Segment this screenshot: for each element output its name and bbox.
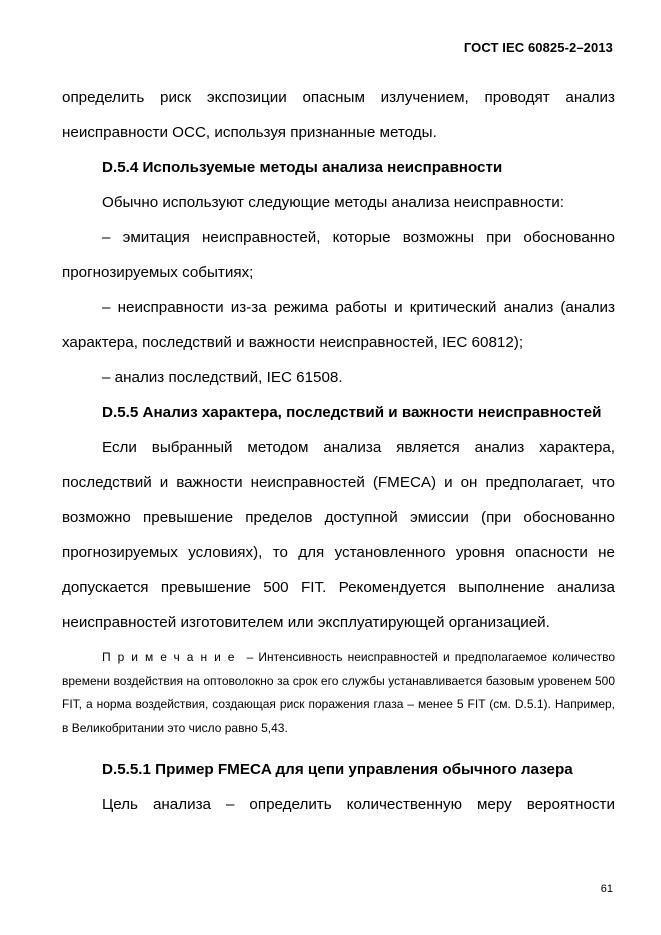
- paragraph-fmeca: Если выбранный методом анализа является анализ характера, последствий и важности неисправностей (FMECA) и он предполагает, что возможно превышение пределов доступной эмиссии (при обоснованно прогнозируемых условиях), то для установленного уровня опасности не допускается превышение 500 FIT. Рекомендуется выполнение анализа неисправностей изготовителем или эксплуатирующей организацией.: [62, 439, 615, 631]
- list-item-criticality: – неисправности из-за режима работы и критический анализ (анализ характера, последствий и важности неисправностей, IEC 60812);: [62, 299, 615, 351]
- note-text: – Интенсивность неисправностей и предполагаемое количество времени воздействия на оптоволокно за срок его службы устанавливается базовым уровенем 500 FIT, а норма воздействия, создающая риск поражения глаза – менее 5 FIT (см. D.5.1). Например, в Великобритании это число равно 5,43.: [62, 650, 615, 735]
- heading-d54: D.5.4 Используемые методы анализа неисправности: [102, 159, 503, 176]
- page-body: [62, 80, 615, 822]
- paragraph-methods-intro: Обычно используют следующие методы анализа неисправности:: [102, 194, 564, 211]
- list-item-consequences: – анализ последствий, IEC 61508.: [102, 369, 343, 386]
- note: [62, 646, 615, 740]
- paragraph-risk: определить риск экспозиции опасным излучением, проводят анализ неисправности ОСС, используя признанные методы.: [62, 89, 615, 141]
- heading-d55: D.5.5 Анализ характера, последствий и важности неисправностей: [102, 404, 602, 421]
- list-item-emulation: – эмитация неисправностей, которые возможны при обоснованно прогнозируемых событиях;: [62, 229, 615, 281]
- paragraph-goal: Цель анализа – определить количественную меру вероятности: [102, 796, 615, 813]
- heading-d551: D.5.5.1 Пример FMECA для цепи управления обычного лазера: [102, 761, 573, 778]
- page-number: 61: [600, 883, 613, 895]
- document-header: ГОСТ IEC 60825-2–2013: [463, 40, 613, 55]
- note-label: Примечание: [102, 650, 242, 664]
